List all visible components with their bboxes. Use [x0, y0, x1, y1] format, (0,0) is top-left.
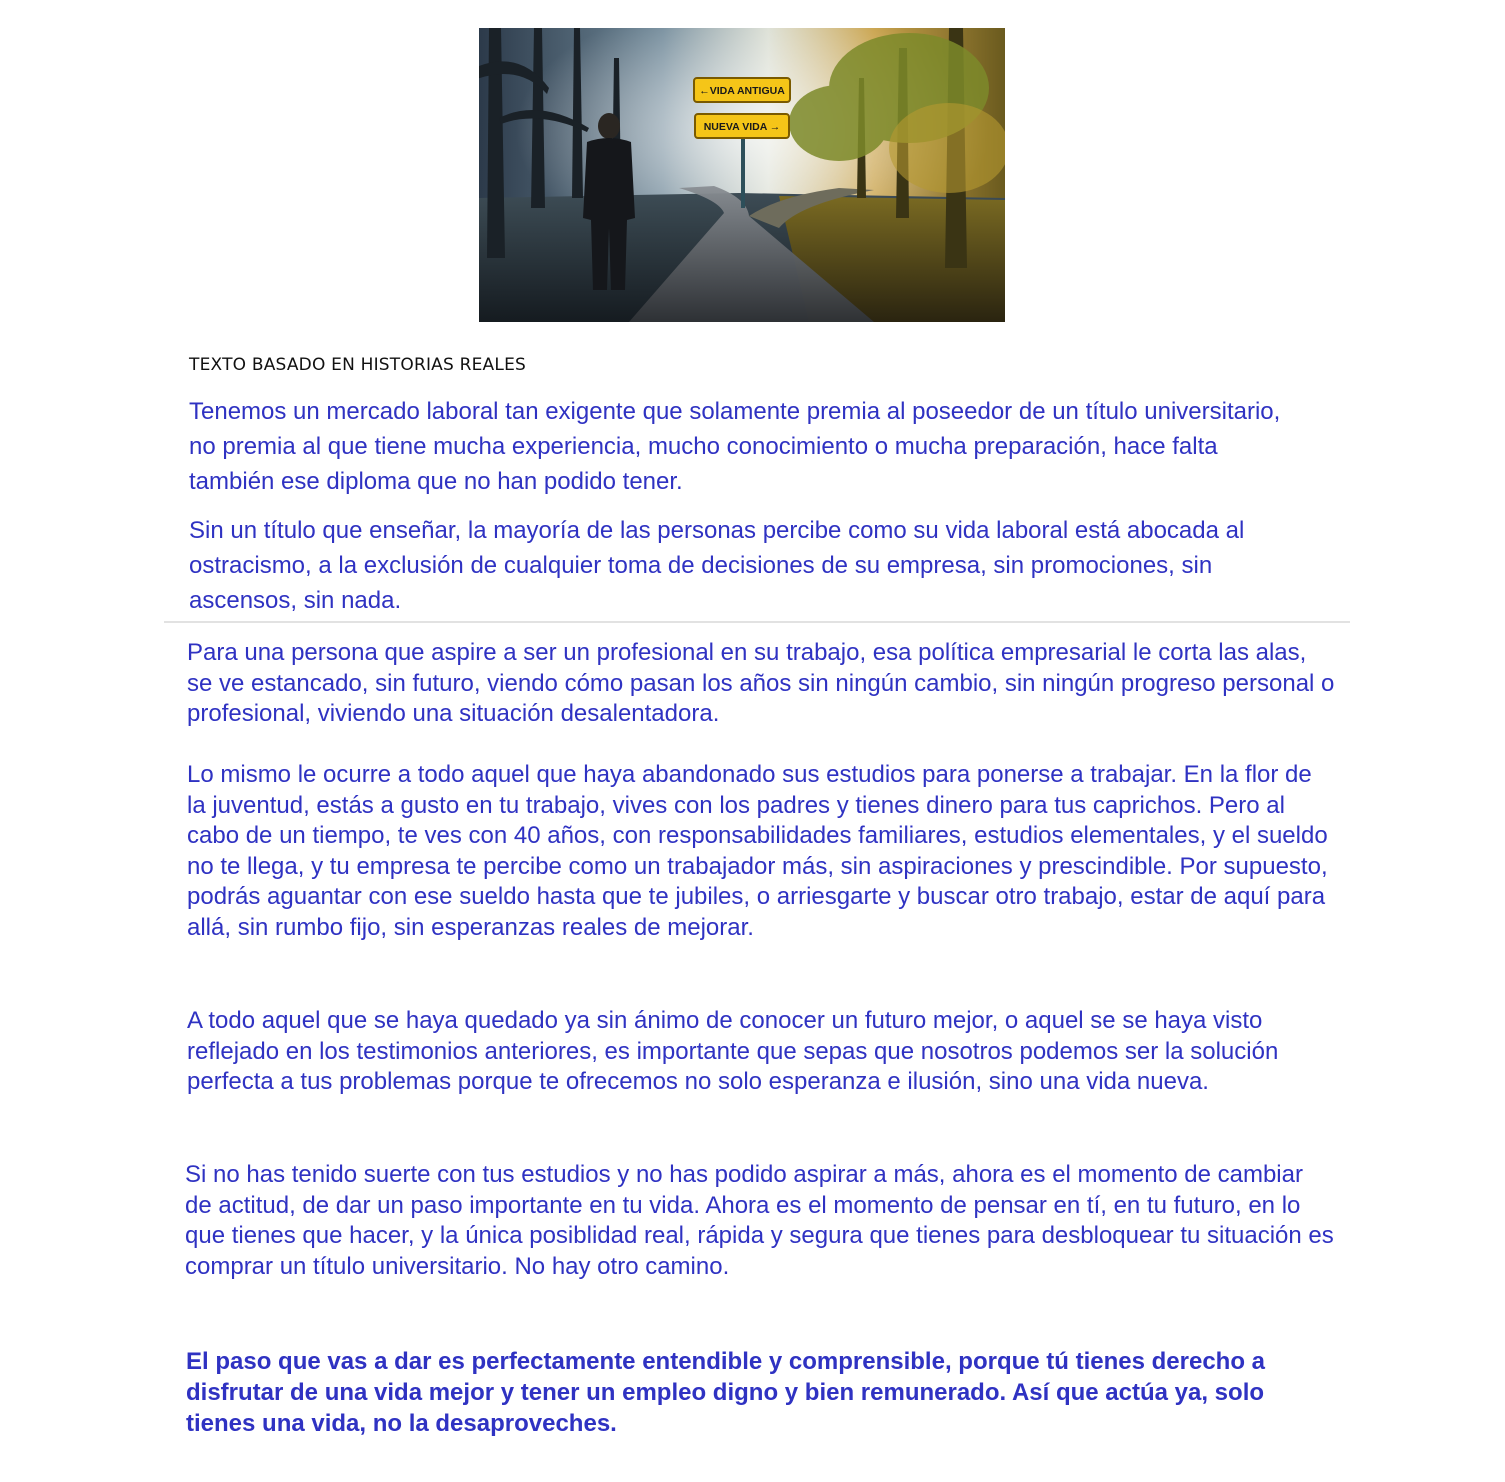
paragraph-6: Si no has tenido suerte con tus estudios y no has podido aspirar a más, ahora es el momento de cambiar de actitud, de dar un paso importante en tu vida. Ahora es el momento de pensar en tí, en tu futuro, en lo que tienes que hacer, y la única posiblidad real, rápida y segura que tienes para desbloquear tu situación es comprar un título universitario. No hay otro camino.: [185, 1161, 1334, 1280]
sign-new-life: [695, 114, 789, 138]
paragraph-3: Para una persona que aspire a ser un profesional en su trabajo, esa política empresarial le corta las alas, se ve estancado, sin futuro, viendo cómo pasan los años sin ningún cambio, sin ningún progreso personal o profesional, viviendo una situación desalentadora.: [187, 639, 1335, 727]
overline-label: TEXTO BASADO EN HISTORIAS REALES: [189, 355, 526, 375]
sign-old-life: [694, 78, 790, 102]
paragraph-1: Tenemos un mercado laboral tan exigente que solamente premia al poseedor de un título universitario, no premia al que tiene mucha experiencia, mucho conocimiento o mucha preparación, hace falta también ese diploma que no han podido tener.: [189, 398, 1281, 495]
sign-old-life-label: ←VIDA ANTIGUA: [699, 85, 785, 97]
closing-statement: El paso que vas a dar es perfectamente entendible y comprensible, porque tú tienes derecho a disfrutar de una vida mejor y tener un empleo digno y bien remunerado. Así que actúa ya, solo tienes una vida, no la desaproveches.: [186, 1348, 1266, 1437]
section-divider: [164, 621, 1350, 623]
hero-illustration: [479, 28, 1005, 322]
paragraph-4: Lo mismo le ocurre a todo aquel que haya abandonado sus estudios para ponerse a trabajar. En la flor de la juventud, estás a gusto en tu trabajo, vives con los padres y tienes dinero para tus caprichos. Pero al cabo de un tiempo, te ves con 40 años, con responsabilidades familiares, estudios elementales, y el sueldo no te llega, y tu empresa te percibe como un trabajador más, sin aspiraciones y prescindible. Por supuesto, podrás aguantar con ese sueldo hasta que te jubiles, o arriesgarte y buscar otro trabajo, estar de aquí para allá, sin rumbo fijo, sin esperanzas reales de mejorar.: [187, 761, 1328, 941]
sign-new-life-label: NUEVA VIDA →: [703, 121, 781, 133]
crossroads-image: [479, 28, 1005, 322]
paragraph-5: A todo aquel que se haya quedado ya sin ánimo de conocer un futuro mejor, o aquel se se haya visto reflejado en los testimonios anteriores, es importante que sepas que nosotros podemos ser la solución perfecta a tus problemas porque te ofrecemos no solo esperanza e ilusión, sino una vida nueva.: [187, 1007, 1279, 1095]
paragraph-2: Sin un título que enseñar, la mayoría de las personas percibe como su vida laboral está abocada al ostracismo, a la exclusión de cualquier toma de decisiones de su empresa, sin promociones, sin ascensos, sin nada.: [189, 517, 1245, 614]
